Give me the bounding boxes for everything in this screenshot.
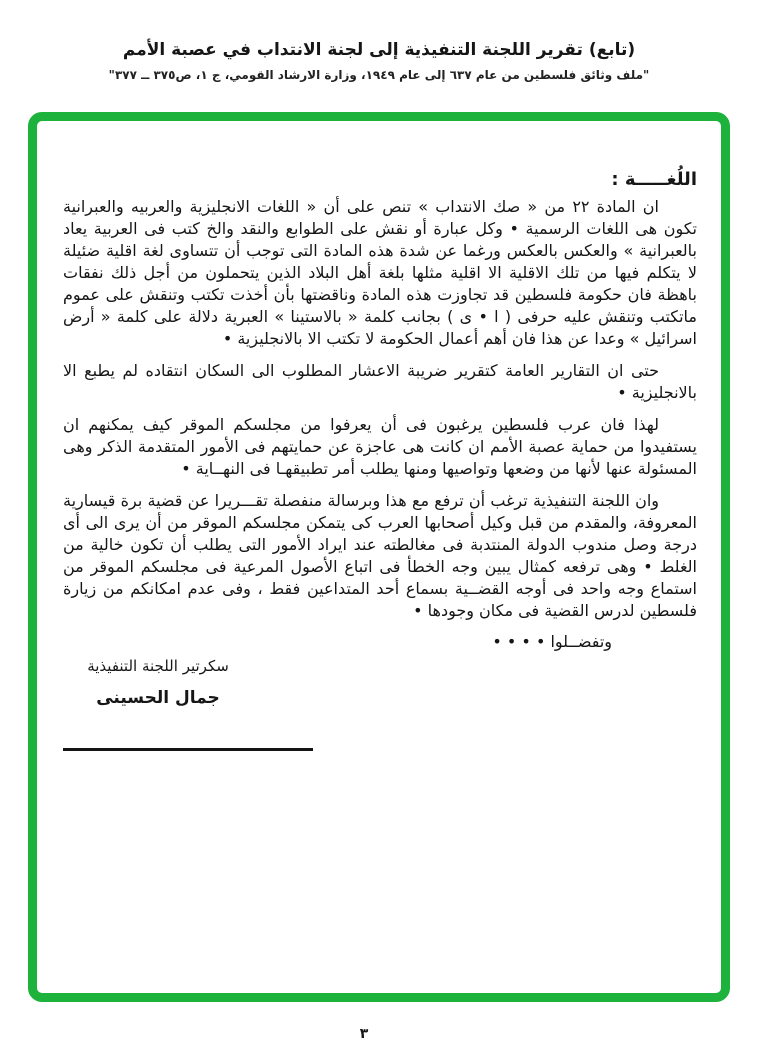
signature-name: جمال الحسينى: [96, 688, 220, 708]
content-border-box: [28, 112, 730, 1002]
document-source-citation: "ملف وثائق فلسطين من عام ٦٣٧ إلى عام ١٩٤٩، وزارة الارشاد القومي، ج ١، ص٣٧٥ ــ ٣٧٧": [108, 68, 650, 82]
signature-title: سكرتير اللجنة التنفيذية: [87, 657, 229, 675]
document-title: (تابع) تقرير اللجنة التنفيذية إلى لجنة الانتداب في عصبة الأمم: [122, 40, 636, 60]
paragraph-4: وان اللجنة التنفيذية ترغب أن ترفع مع هذا وبرسالة منفصلة تقـــريرا عن قضية برة قيسارية المعروفة، والمقدم من قبل وكيل أصحابها العرب كى يتمكن مجلسكم الموقر من أن يرى الى أى درجة وصل مندوب الدولة المنتدبة فى مغالطته عند ايراد الأمور التى يطلب أن تكون خالية من الغلط • وهى ترفعه كمثال يبين وجه الخطأ فى اتباع الأصول المرعية فى مجلسكم الموقر من استماع وجه واحد فى أوجه القضــية بسماع أحد المتداعين فقط ، وفى عدم امكانكم من زيارة فلسطين لدرس القضية فى مكان وجودها •: [63, 491, 697, 620]
closing-phrase: وتفضــلوا • • • •: [492, 632, 612, 651]
page-number: ٣: [359, 1026, 369, 1042]
signature-block: [63, 657, 253, 708]
section-heading-language: اللُغـــــة :: [611, 169, 697, 190]
paragraph-3: لهذا فان عرب فلسطين يرغبون فى أن يعرفوا من مجلسكم الموقر كيف يمكنهم ان يستفيدوا من حماية عصبة الأمم ان كانت هى عاجزة عن حمايتهم فى الأمور المتقدمة الذكر وهى المسئولة عنها لأنها من وضعها وتواصيها ومنها يطلب أمر تطبيقهـا فى النهــاية •: [63, 415, 697, 478]
paragraph-2: حتى ان التقارير العامة كتقرير ضريبة الاعشار المطلوب الى السكان انتقاده لم يطبع الا بالانجليزية •: [63, 361, 697, 402]
horizontal-rule: [63, 748, 313, 751]
paragraph-1: ان المادة ٢٢ من « صك الانتداب » تنص على أن « اللغات الانجليزية والعربيه والعبرانية تكون هى اللغات الرسمية • وكل عبارة أو نقش على الطوابع والنقد والخ كتب فى العربية يعاد بالعبرانية » والعكس بالعكس ورغما عن شدة هذه المادة التى توجب أن تتساوى لغة اقلية ضئيلة لا يتكلم فيها من تلك الاقلية الا اقلية مثلها بلغة أهل البلاد الذين يتحملون من أجل ذلك نفقات باهظة فان حكومة فلسطين قد تجاوزت هذه المادة وناقضتها بأن أخذت تكتب وتنقش على عموم ماتكتب وتنقش عليه حرفى ( ا • ى ) بجانب كلمة « بالاستينا » العبرية دلالة على كلمة « أرض اسرائيل » وعدا عن هذا فان أهم أعمال الحكومة لا تكتب الا بالانجليزية •: [63, 197, 697, 348]
